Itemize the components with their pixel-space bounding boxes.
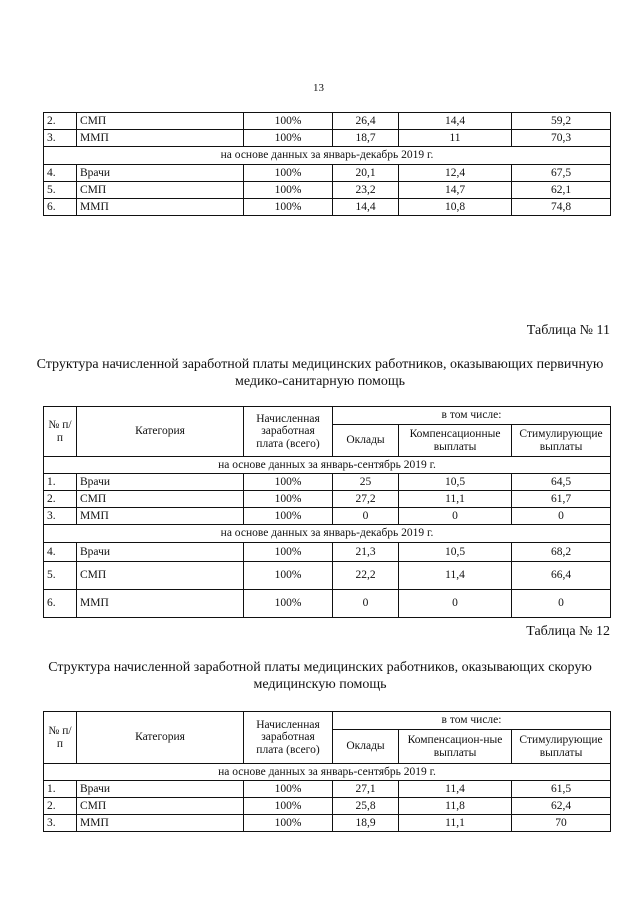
row-salary: 0 xyxy=(333,508,399,525)
row-stimulating: 70 xyxy=(512,815,611,832)
row-total: 100% xyxy=(244,491,333,508)
header-salary: Оклады xyxy=(333,730,399,764)
header-category: Категория xyxy=(77,712,244,764)
row-stimulating: 62,4 xyxy=(512,798,611,815)
table-11 xyxy=(43,406,611,618)
row-number: 4. xyxy=(44,543,77,562)
row-total: 100% xyxy=(244,590,333,618)
period-row: на основе данных за январь-сентябрь 2019 г. xyxy=(44,457,611,474)
table-11-label: Таблица № 11 xyxy=(526,323,610,338)
header-salary: Оклады xyxy=(333,425,399,457)
row-stimulating: 0 xyxy=(512,508,611,525)
row-stimulating: 61,5 xyxy=(512,781,611,798)
row-compensation: 12,4 xyxy=(399,165,512,182)
table-12-title: Структура начисленной заработной платы медицинских работников, оказывающих скорую медицинскую помощь xyxy=(48,660,592,692)
row-category: Врачи xyxy=(77,543,244,562)
row-stimulating: 64,5 xyxy=(512,474,611,491)
table-row xyxy=(44,590,611,618)
row-category: Врачи xyxy=(77,474,244,491)
row-compensation: 11,4 xyxy=(399,781,512,798)
row-number: 3. xyxy=(44,508,77,525)
header-comp: Компенсацион-ные выплаты xyxy=(399,730,512,764)
row-compensation: 0 xyxy=(399,508,512,525)
row-compensation: 0 xyxy=(399,590,512,618)
header-accrued: Начисленная заработная плата (всего) xyxy=(244,407,333,457)
row-compensation: 11,1 xyxy=(399,491,512,508)
table-11-title: Структура начисленной заработной платы медицинских работников, оказывающих первичную медико-санитарную помощь xyxy=(36,357,604,389)
header-num: № п/п xyxy=(44,407,77,457)
header-incl: в том числе: xyxy=(333,407,611,425)
row-salary: 18,7 xyxy=(333,130,399,147)
row-compensation: 10,5 xyxy=(399,543,512,562)
row-stimulating: 59,2 xyxy=(512,113,611,130)
header-accrued: Начисленная заработная плата (всего) xyxy=(244,712,333,764)
row-category: ММП xyxy=(77,508,244,525)
row-category: ММП xyxy=(77,130,244,147)
row-salary: 14,4 xyxy=(333,199,399,216)
row-stimulating: 67,5 xyxy=(512,165,611,182)
row-compensation: 10,8 xyxy=(399,199,512,216)
row-total: 100% xyxy=(244,562,333,590)
row-number: 3. xyxy=(44,815,77,832)
table-row xyxy=(44,508,611,525)
row-category: СМП xyxy=(77,798,244,815)
page-number: 13 xyxy=(313,82,324,94)
row-number: 2. xyxy=(44,491,77,508)
row-number: 5. xyxy=(44,182,77,199)
table-row xyxy=(44,113,611,130)
row-category: ММП xyxy=(77,199,244,216)
row-category: СМП xyxy=(77,562,244,590)
row-salary: 25 xyxy=(333,474,399,491)
row-salary: 21,3 xyxy=(333,543,399,562)
row-number: 1. xyxy=(44,781,77,798)
row-total: 100% xyxy=(244,508,333,525)
row-total: 100% xyxy=(244,113,333,130)
table-row xyxy=(44,182,611,199)
row-salary: 25,8 xyxy=(333,798,399,815)
row-total: 100% xyxy=(244,815,333,832)
row-stimulating: 68,2 xyxy=(512,543,611,562)
table-row xyxy=(44,474,611,491)
period-row: на основе данных за январь-декабрь 2019 г. xyxy=(44,525,611,543)
row-compensation: 14,7 xyxy=(399,182,512,199)
table-row xyxy=(44,562,611,590)
row-number: 5. xyxy=(44,562,77,590)
header-num: № п/п xyxy=(44,712,77,764)
top-table xyxy=(43,112,611,216)
row-number: 6. xyxy=(44,199,77,216)
row-compensation: 11,1 xyxy=(399,815,512,832)
row-compensation: 11,4 xyxy=(399,562,512,590)
row-salary: 22,2 xyxy=(333,562,399,590)
row-total: 100% xyxy=(244,182,333,199)
row-category: СМП xyxy=(77,182,244,199)
row-stimulating: 62,1 xyxy=(512,182,611,199)
header-category: Категория xyxy=(77,407,244,457)
table-row xyxy=(44,815,611,832)
row-stimulating: 66,4 xyxy=(512,562,611,590)
row-total: 100% xyxy=(244,165,333,182)
period-row: на основе данных за январь-сентябрь 2019 г. xyxy=(44,764,611,781)
row-total: 100% xyxy=(244,474,333,491)
row-stimulating: 0 xyxy=(512,590,611,618)
table-row xyxy=(44,199,611,216)
header-stim: Стимулирующие выплаты xyxy=(512,730,611,764)
row-compensation: 11 xyxy=(399,130,512,147)
row-salary: 0 xyxy=(333,590,399,618)
row-salary: 20,1 xyxy=(333,165,399,182)
row-total: 100% xyxy=(244,543,333,562)
row-category: Врачи xyxy=(77,781,244,798)
row-total: 100% xyxy=(244,798,333,815)
row-category: ММП xyxy=(77,815,244,832)
row-compensation: 10,5 xyxy=(399,474,512,491)
row-salary: 26,4 xyxy=(333,113,399,130)
header-incl: в том числе: xyxy=(333,712,611,730)
table-12 xyxy=(43,711,611,832)
period-row: на основе данных за январь-декабрь 2019 г. xyxy=(44,147,611,165)
row-compensation: 11,8 xyxy=(399,798,512,815)
row-salary: 23,2 xyxy=(333,182,399,199)
row-number: 4. xyxy=(44,165,77,182)
table-row xyxy=(44,781,611,798)
row-category: СМП xyxy=(77,491,244,508)
row-category: ММП xyxy=(77,590,244,618)
row-stimulating: 74,8 xyxy=(512,199,611,216)
row-number: 2. xyxy=(44,113,77,130)
header-stim: Стимулирующие выплаты xyxy=(512,425,611,457)
table-12-label: Таблица № 12 xyxy=(526,624,610,639)
table-row xyxy=(44,130,611,147)
row-number: 6. xyxy=(44,590,77,618)
row-compensation: 14,4 xyxy=(399,113,512,130)
row-salary: 27,1 xyxy=(333,781,399,798)
table-row xyxy=(44,491,611,508)
row-category: Врачи xyxy=(77,165,244,182)
row-stimulating: 70,3 xyxy=(512,130,611,147)
header-comp: Компенсационные выплаты xyxy=(399,425,512,457)
table-row xyxy=(44,798,611,815)
row-total: 100% xyxy=(244,130,333,147)
row-number: 2. xyxy=(44,798,77,815)
row-number: 1. xyxy=(44,474,77,491)
table-row xyxy=(44,165,611,182)
row-total: 100% xyxy=(244,199,333,216)
row-total: 100% xyxy=(244,781,333,798)
row-salary: 27,2 xyxy=(333,491,399,508)
row-category: СМП xyxy=(77,113,244,130)
row-number: 3. xyxy=(44,130,77,147)
row-stimulating: 61,7 xyxy=(512,491,611,508)
table-row xyxy=(44,543,611,562)
row-salary: 18,9 xyxy=(333,815,399,832)
